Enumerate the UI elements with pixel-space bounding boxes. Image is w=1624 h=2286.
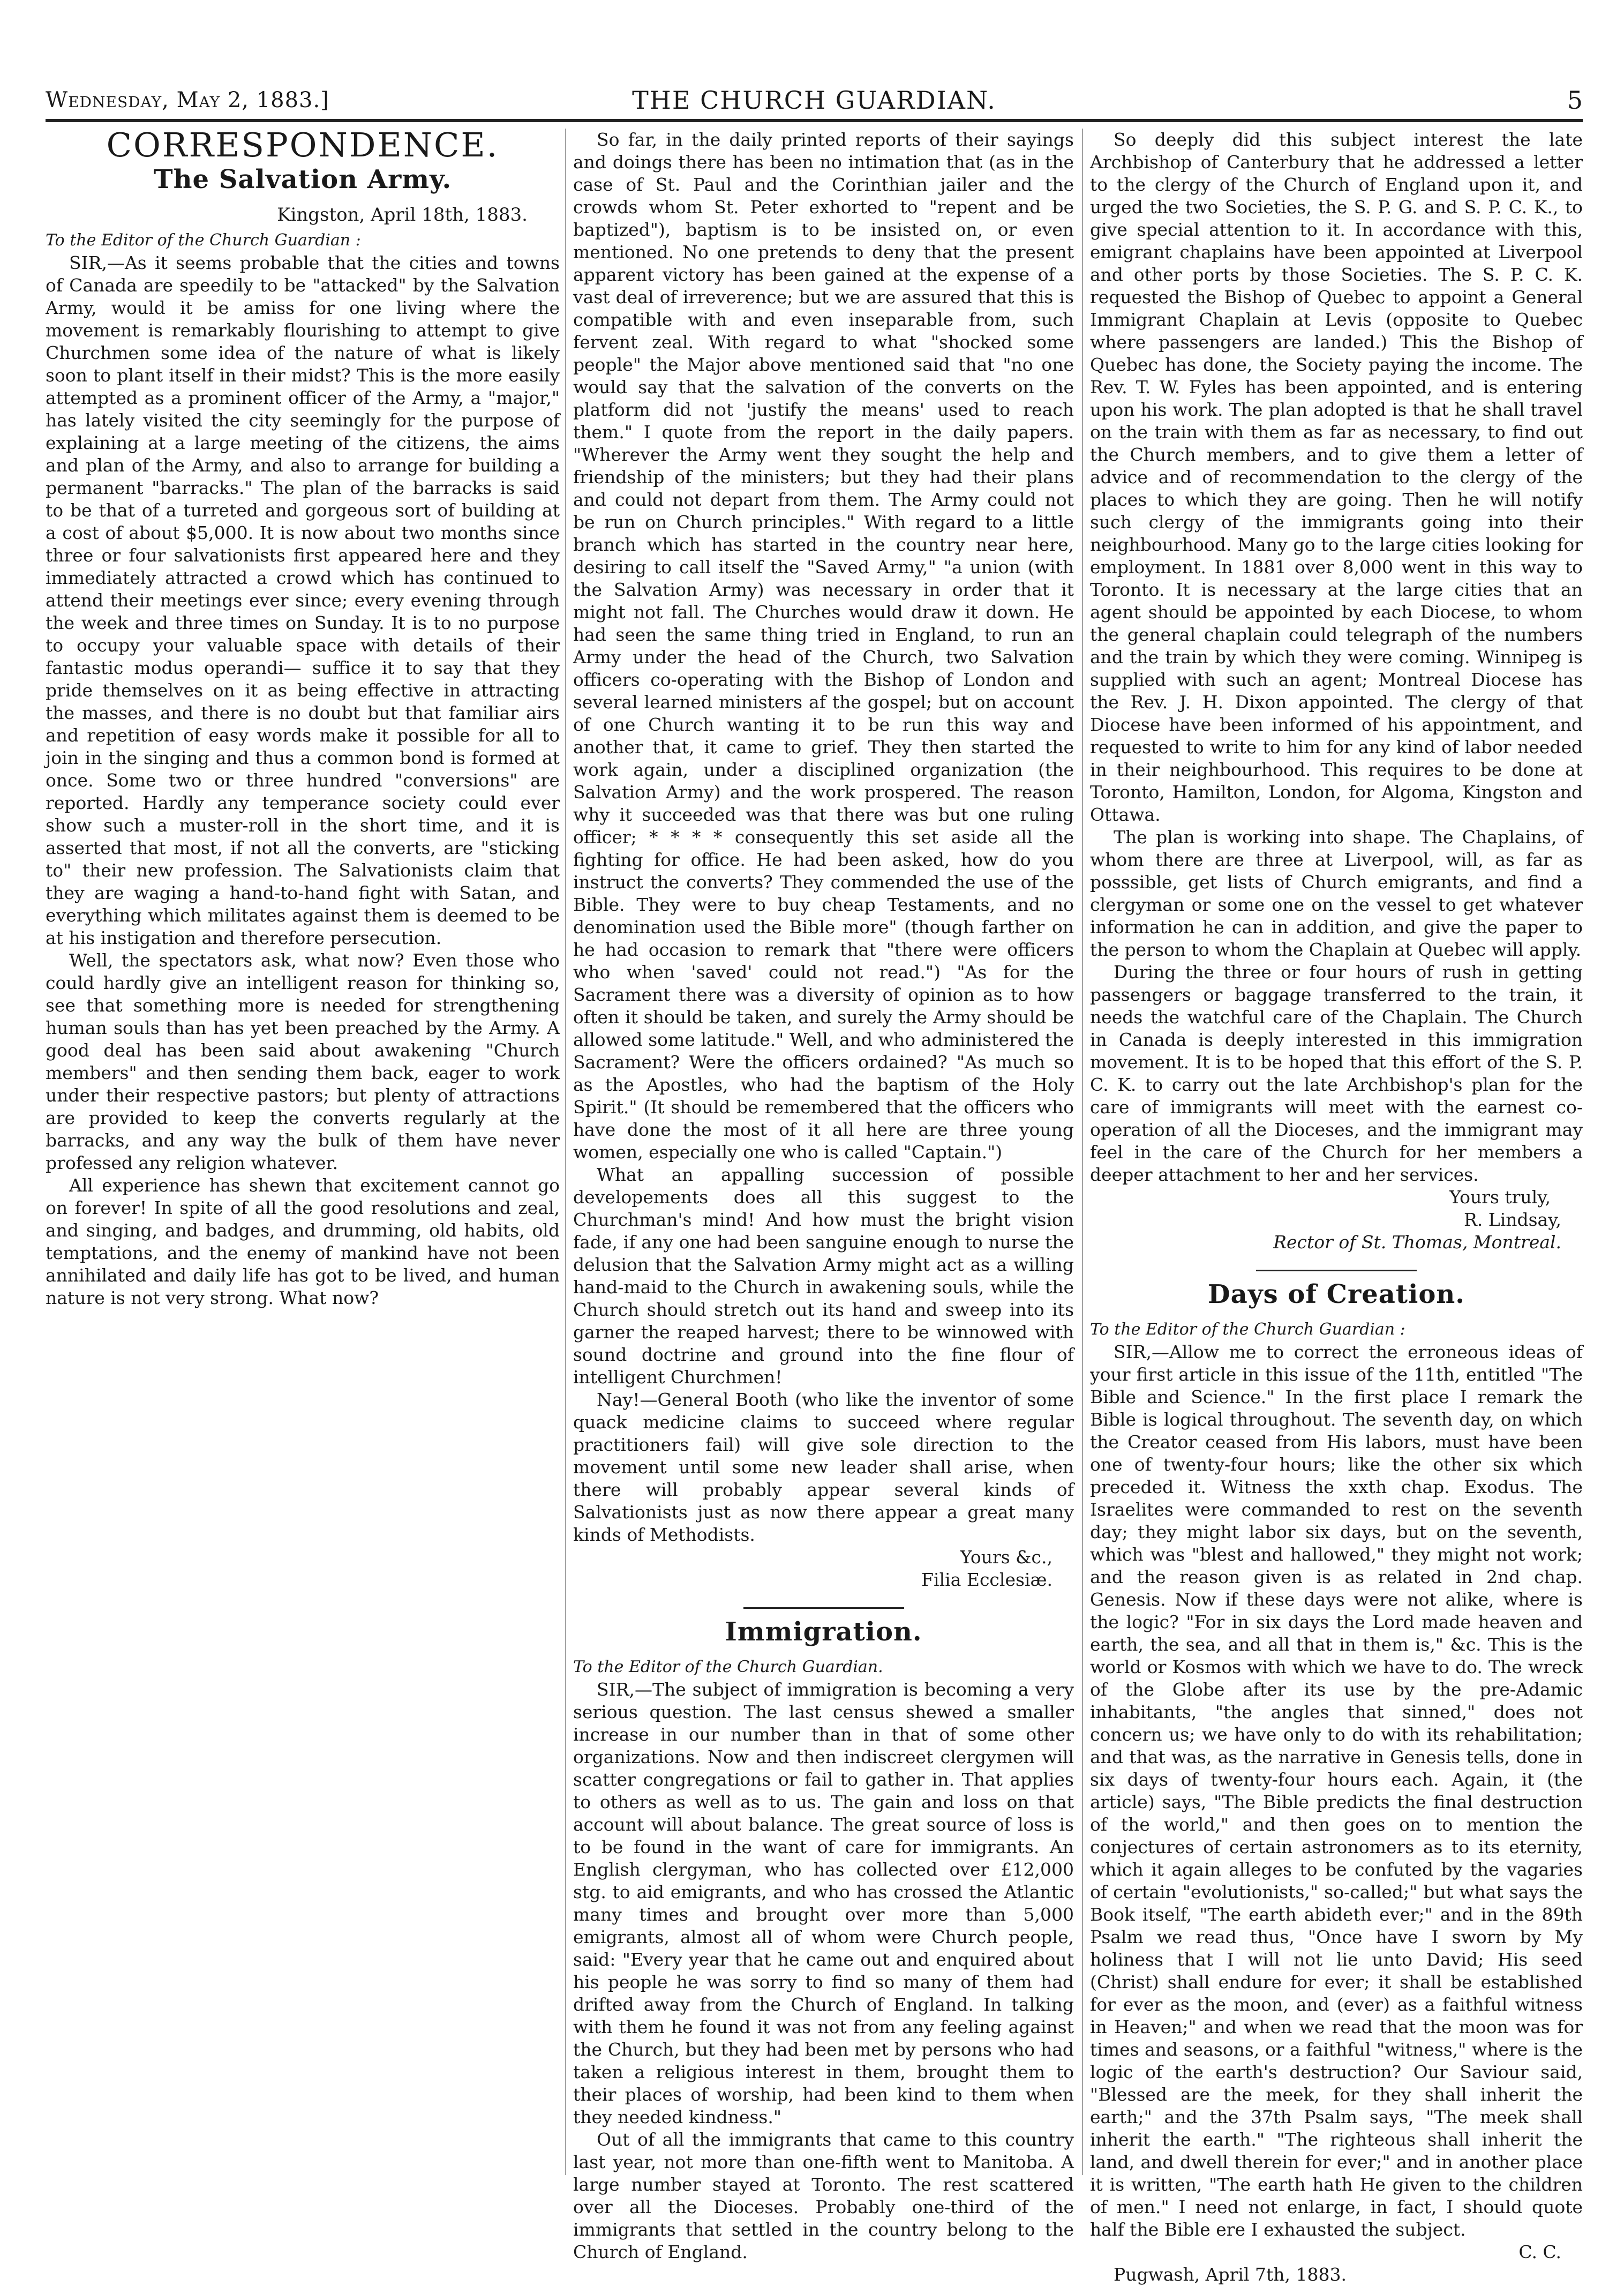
- article-divider: [743, 1607, 904, 1609]
- paragraph: So far, in the daily printed reports of their sayings and doings there has been no intimation that (as in the case of St. Paul and the Corinthian jailer and the crowds whom St. Peter exhorted to "repent and be baptized"), baptism is to be insisted on, or even mentioned. No one pretends to deny that the present apparent victory has been gained at the expense of a vast deal of irreverence; but we are assured that this is compatible with and even inseparable from, such fervent zeal. With regard to what "shocked some people" the Major above mentioned said that "no one would say that the salvation of the converts on the platform did not 'justify the means' used to reach them." I quote from the report in the daily papers. "Wherever the Army went they sought the help and friendship of the ministers; but they had their plans and could not depart from them. The Army could not be run on Church principles." With regard to a little branch which has started in the country near here, desiring to call itself the "Saved Army," "a union (with the Salvation Army) was necessary in order that it might not fall. The Churches would draw it down. He had seen the same thing tried in England, to run an Army under the head of the Church, two Salvation officers co-operating with the Bishop of London and several learned ministers af the gospel; but on account of one Church wanting it to be run this way and another that, it came to grief. They then started the work again, under a disciplined organization (the Salvation Army) and the work prospered. The reason why it succeeded was that there was but one ruling officer; * * * * consequently this set aside all the fighting for office. He had been asked, how do you instruct the converts? They commended the use of the Bible. They were to buy cheap Testaments, and no denomination used the Bible more" (though farther on he had occasion to remark that "there were officers who when 'saved' could not read.") "As for the Sacrament there was a diversity of opinion as to how often it should be taken, and surely the Army should be allowed some latitude." Well, and who administered the Sacrament? Were the officers ordained? "As much so as the Apostles, who had the baptism of the Holy Spirit." (It should be remembered that the officers who have done the most of it all here are three young women, especially one who is called "Captain."): [573, 129, 1074, 1163]
- signature-title: Rector of St. Thomas, Montreal.: [1273, 1232, 1561, 1253]
- paragraph: Well, the spectators ask, what now? Even those who could hardly give an intelligent reason for thinking so, see that something more is needed for strengthening human souls than has yet been preached by the Army. A good deal has been said about awakening "Church members" and then sending them back, eager to work under their respective pastors; but plenty of attractions are provided to keep the converts regularly at the barracks, and any way the bulk of them have never professed any religion whatever.: [46, 950, 560, 1173]
- place-dateline: Pugwash, April 7th, 1883.: [1114, 2264, 1347, 2285]
- paragraph: Out of all the immigrants that came to this country last year, not more than one-fifth went to Manitoba. A large number stayed at Toronto. The rest scattered over all the Dioceses. Probably one-third of the immigrants that settled in the country belong to the Church of England.: [573, 2129, 1074, 2262]
- page-number: 5: [1567, 86, 1583, 115]
- signature: C. C.: [1518, 2242, 1561, 2262]
- signoff: Yours truly,: [1449, 1187, 1551, 1208]
- issue-date: Wednesday, May 2, 1883.]: [46, 88, 329, 113]
- signature: R. Lindsay,: [1463, 1209, 1561, 1230]
- article-divider: [1256, 1270, 1417, 1271]
- paragraph: SIR,—The subject of immigration is becoming a very serious question. The last census shewed a smaller increase in our number than in that of some other organizations. Now and then indiscreet clergymen will scatter congregations or fail to gather in. That applies to others as well as to us. The gain and loss on that account will about balance. The great source of loss is to be found in the want of care for immigrants. An English clergyman, who has collected over £12,000 stg. to aid emigrants, and who has crossed the Atlantic many times and brought over more than 5,000 emigrants, almost all of whom were Church people, said: "Every year that he came out and enquired about his people he was sorry to find so many of them had drifted away from the Church of England. In talking with them he found it was not from any feeling against the Church, but they had been met by persons who had taken a religious interest in them, brought them to their places of worship, had been kind to them when they needed kindness.": [573, 1679, 1074, 2127]
- article-title-days-of-creation: Days of Creation.: [1208, 1279, 1465, 1309]
- column-divider: [1082, 129, 1083, 2175]
- dateline: Kingston, April 18th, 1883.: [277, 204, 528, 226]
- masthead: [46, 86, 1583, 118]
- addressee: To the Editor of the Church Guardian :: [46, 231, 361, 250]
- article-title-immigration: Immigration.: [725, 1617, 922, 1647]
- signoff: Yours &c.,: [960, 1547, 1052, 1568]
- addressee: To the Editor of the Church Guardian.: [573, 1658, 883, 1676]
- signature: Filia Ecclesiæ.: [921, 1569, 1052, 1590]
- newspaper-title: THE CHURCH GUARDIAN.: [632, 86, 996, 115]
- section-heading: CORRESPONDENCE.: [106, 125, 499, 164]
- column-3: [1090, 129, 1583, 2286]
- paragraph: The plan is working into shape. The Chaplains, of whom there are three at Liverpool, will, as far as posssible, get lists of Church emigrants, and find a clergyman or some one on the vessel to get whatever information he can in addition, and give the paper to the person to whom the Chaplain at Quebec will apply.: [1090, 827, 1583, 960]
- addressee: To the Editor of the Church Guardian :: [1090, 1320, 1405, 1339]
- paragraph: SIR,—Allow me to correct the erroneous ideas of your first article in this issue of the 11th, entitled "The Bible and Science." In the first place I remark the Bible is logical throughout. The seventh day, on which the Creator ceased from His labors, must have been one of twenty-four hours; like the other six which preceded it. Witness the xxth chap. Exodus. The Israelites were commanded to rest on the seventh day; they might labor six days, but on the seventh, which was "blest and hallowed," they might not work; and the reason given is as related in 2nd chap. Genesis. Now if these days were not alike, where is the logic? "For in six days the Lord made heaven and earth, the sea, and all that in them is," &c. This is the world or Kosmos with which we have to do. The wreck of the Globe after its use by the pre-Adamic inhabitants, "the angles that sinned," does not concern us; we have only to do with its rehabilitation; and that was, as the narrative in Genesis tells, done in six days of twenty-four hours each. Again, it (the article) says, "The Bible predicts the final destruction of the world," and then goes on to mention the conjectures of certain astronomers as to its eternity, which it again alleges to be confuted by the vagaries of certain "evolutionists," so-called;" but what says the Book itself, "The earth abideth ever;" and in the 89th Psalm we read thus, "Once have I sworn by My holiness that I will not lie unto David; His seed (Christ) shall endure for ever; it shall be established for ever as the moon, and (ever) as a faithful witness in Heaven;" and when we read that the moon was for times and seasons, or a faithful "witness," where is the logic of the earth's destruction? Our Saviour said, "Blessed are the meek, for they shall inherit the earth;" and the 37th Psalm says, "The meek shall inherit the earth." "The righteous shall inherit the land, and dwell therein for ever;" and in another place it is written, "The earth hath He given to the children of men." I need not enlarge, in fact, I should quote half the Bible ere I exhausted the subject.: [1090, 1341, 1583, 2240]
- article-title-salvation-army: The Salvation Army.: [153, 164, 452, 194]
- column-2: [573, 129, 1074, 2263]
- paragraph: Nay!—General Booth (who like the inventor of some quack medicine claims to succeed where regular practitioners fail) will give sole direction to the movement until some new leader shall arise, when there will probably appear several kinds of Salvationists just as now there appear a great many kinds of Methodists.: [573, 1389, 1074, 1545]
- paragraph: SIR,—As it seems probable that the cities and towns of Canada are speedily to be "attacked" by the Salvation Army, would it be amiss for one living where the movement is remarkably flourishing to attempt to give Churchmen some idea of the nature of what is likely soon to plant itself in their midst? This is the more easily attempted as a prominent officer of the Army, a "major," has lately visited the city seemingly for the purpose of explaining at a large meeting of the citizens, the aims and plan of the Army, and also to arrange for building a permanent "barracks." The plan of the barracks is said to be that of a turreted and gorgeous sort of building at a cost of about $5,000. It is now about two months since three or four salvationists first appeared here and they immediately attracted a crowd which has continued to attend their meetings ever since; every evening through the week and three times on Sunday. It is to no purpose to occupy your valuable space with details of their fantastic modus operandi— suffice it to say that they pride themselves on it as being effective in attracting the masses, and there is no doubt but that familiar airs and repetition of easy words make it possible for all to join in the singing and thus a common bond is formed at once. Some two or three hundred "conversions" are reported. Hardly any temperance society could ever show such a muster-roll in the short time, and it is asserted that most, if not all the converts, are "sticking to" their new profession. The Salvationists claim that they are waging a hand-to-hand fight with Satan, and everything which militates against them is deemed to be at his instigation and therefore persecution.: [46, 252, 560, 948]
- paragraph: During the three or four hours of rush in getting passengers or baggage transferred to the train, it needs the watchful care of the Chaplain. The Church in Canada is deeply interested in this immigration movement. It is to be hoped that this effort of the S. P. C. K. to carry out the late Archbishop's plan for the care of immigrants will meet with the earnest co-operation of all the Dioceses, and the immigrant may feel in the care of the Church for her members a deeper attachment to her and her services.: [1090, 962, 1583, 1185]
- paragraph: So deeply did this subject interest the late Archbishop of Canterbury that he addressed a letter to the clergy of the Church of England upon it, and urged the two Societies, the S. P. G. and S. P. C. K., to give special attention to it. In accordance with this, emigrant chaplains have been appointed at Liverpool and other ports by those Societies. The S. P. C. K. requested the Bishop of Quebec to appoint a General Immigrant Chaplain at Levis (opposite to Quebec where passengers are landed.) This the Bishop of Quebec has done, the Society paying the income. The Rev. T. W. Fyles has been appointed, and is entering upon his work. The plan adopted is that he shall travel on the train with them as far as necessary, to find out the Church members, and to give them a letter of advice and of recommendation to the clergy of the places to which they are going. Then he will notify such clergy of the immigrants going into their neighbourhood. Many go to the large cities looking for employment. In 1881 over 8,000 went in this way to Toronto. It is necessary at the large cities that an agent should be appointed by each Diocese, to whom the general chaplain could telegraph of the numbers and the train by which they were coming. Winnipeg is supplied with such an agent; Montreal Diocese has the Rev. J. H. Dixon appointed. The clergy of that Diocese have been informed of his appointment, and requested to write to him for any kind of labor needed in their neighbourhood. This requires to be done at Toronto, Hamilton, London, for Algoma, Kingston and Ottawa.: [1090, 129, 1583, 825]
- column-divider: [565, 129, 566, 2175]
- column-1: [46, 125, 560, 1309]
- paragraph: All experience has shewn that excitement cannot go on forever! In spite of all the good resolutions and zeal, and singing, and badges, and drumming, old habits, old temptations, and the enemy of mankind have not been annihilated and daily life has got to be lived, and human nature is not very strong. What now?: [46, 1175, 560, 1308]
- paragraph: What an appalling succession of possible developements does all this suggest to the Churchman's mind! And how must the bright vision fade, if any one had been sanguine enough to nurse the delusion that the Salvation Army might act as a willing hand-maid to the Church in awakening souls, while the Church should stretch out its hand and sweep into its garner the reaped harvest; there to be winnowed with sound doctrine and ground into the fine flour of intelligent Churchmen!: [573, 1164, 1074, 1388]
- header-rule: [46, 119, 1583, 122]
